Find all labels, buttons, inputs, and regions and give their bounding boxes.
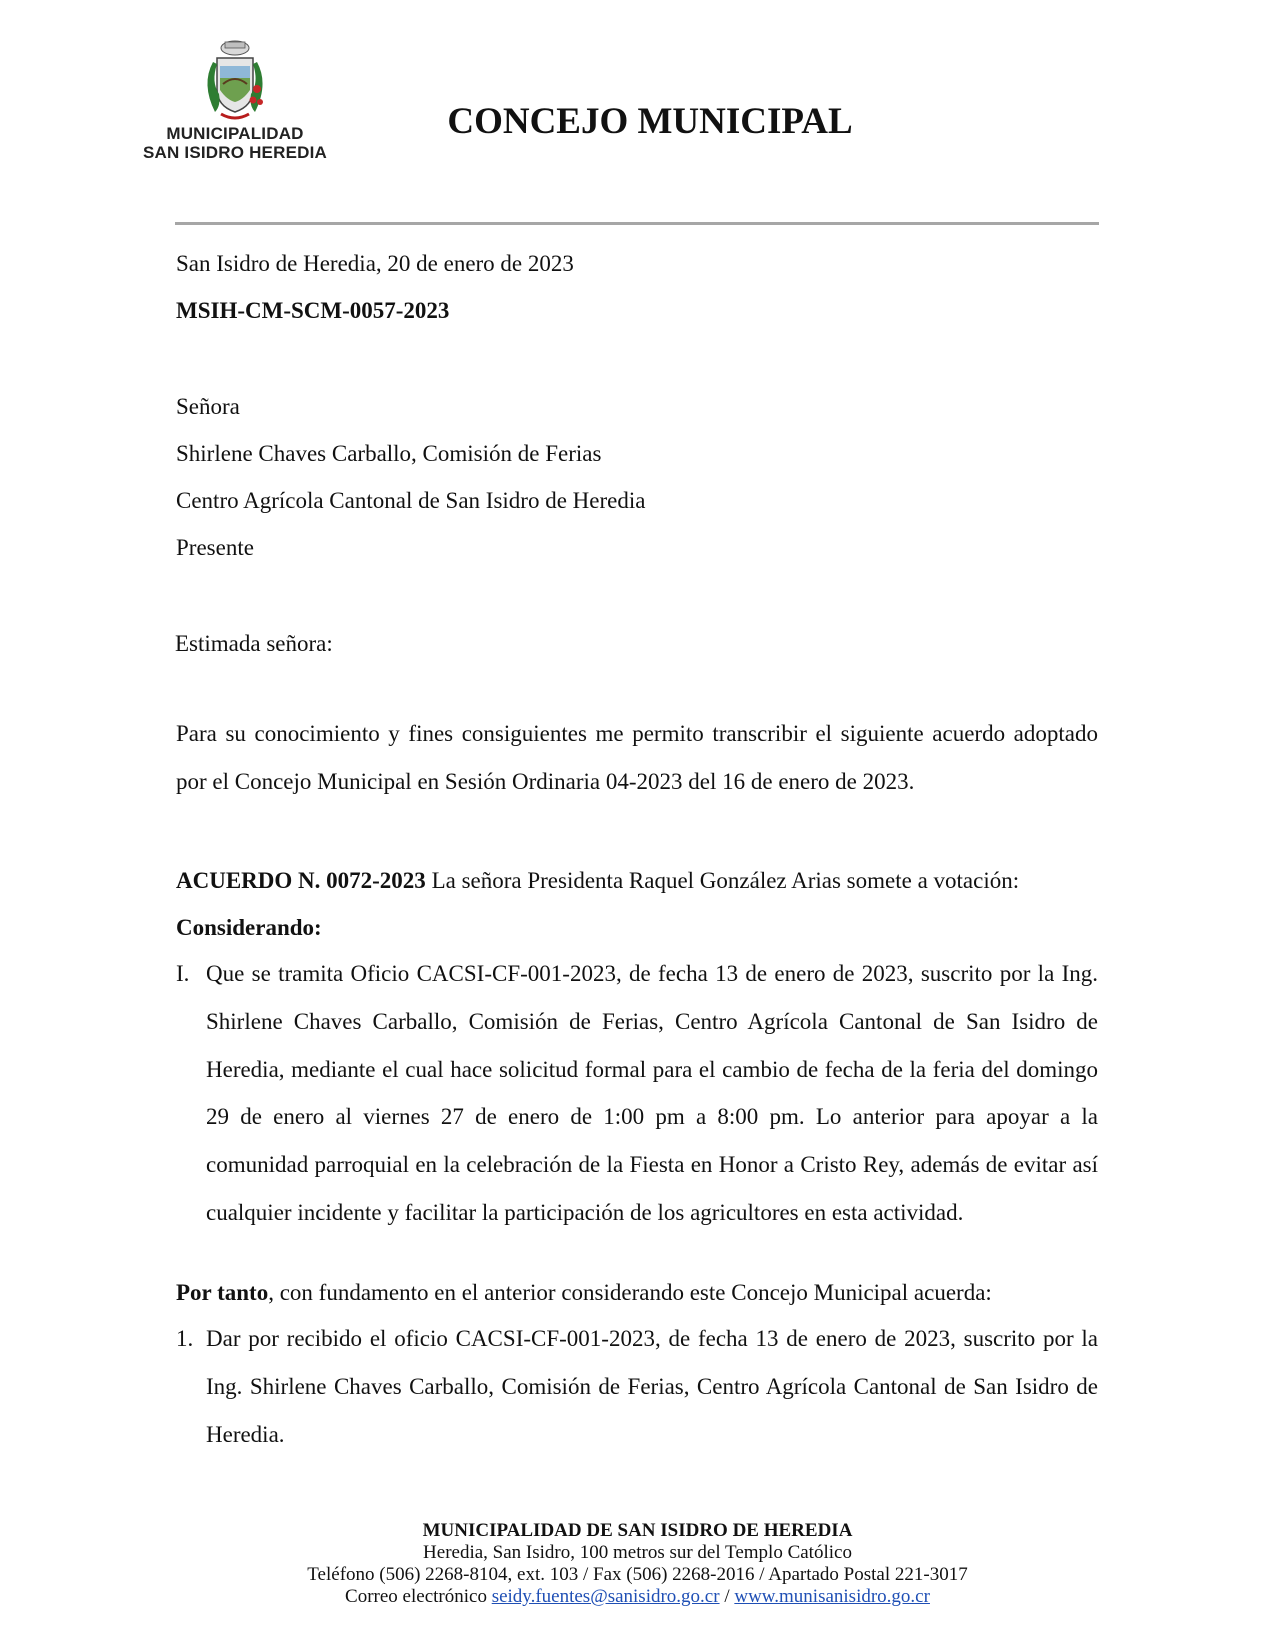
- resolution-item: [176, 1315, 1098, 1458]
- presente: Presente: [176, 535, 254, 560]
- footer-email-label: Correo electrónico: [345, 1586, 492, 1607]
- recipient-organization: Centro Agrícola Cantonal de San Isidro de Heredia: [176, 488, 646, 513]
- greeting: Estimada señora:: [175, 631, 333, 656]
- page-footer: [0, 1520, 1275, 1608]
- header-divider: [175, 222, 1099, 225]
- footer-email-link[interactable]: seidy.fuentes@sanisidro.go.cr: [491, 1586, 720, 1607]
- therefore-line: [176, 1279, 992, 1307]
- logo-line-1: MUNICIPALIDAD: [166, 124, 304, 143]
- resolution-item-number: 1.: [176, 1326, 194, 1351]
- therefore-label: Por tanto: [176, 1280, 269, 1305]
- place-date: San Isidro de Heredia, 20 de enero de 2023: [176, 251, 574, 276]
- municipality-logo: [125, 34, 345, 174]
- reference-number: MSIH-CM-SCM-0057-2023: [176, 298, 450, 323]
- considering-heading: Considerando:: [176, 915, 322, 940]
- footer-phones: Teléfono (506) 2268-8104, ext. 103 / Fax (506) 2268-2016 / Apartado Postal 221-3017: [307, 1564, 968, 1585]
- agreement-line: [176, 867, 1019, 895]
- recipient-name: Shirlene Chaves Carballo, Comisión de Ferias: [176, 441, 602, 466]
- considering-item-text: Que se tramita Oficio CACSI-CF-001-2023, de fecha 13 de enero de 2023, suscrito por la Ing. Shirlene Chaves Carballo, Comisión de Ferias, Centro Agrícola Cantonal de San Isidro de Heredia, mediante el cual hace solicitud formal para el cambio de fecha de la feria del domingo 29 de enero al viernes 27 de enero de 1:00 pm a 8:00 pm. Lo anterior para apoyar a la comunidad parroquial en la celebración de la Fiesta en Honor a Cristo Rey, además de evitar así cualquier incidente y facilitar la participación de los agricultores en esta actividad.: [206, 961, 1098, 1225]
- footer-website-link[interactable]: www.munisanisidro.go.cr: [734, 1586, 930, 1607]
- agreement-label: ACUERDO N. 0072-2023: [176, 868, 426, 893]
- intro-paragraph: Para su conocimiento y fines consiguientes me permito transcribir el siguiente acuerdo adoptado por el Concejo Municipal en Sesión Ordinaria 04-2023 del 16 de enero de 2023.: [176, 721, 1098, 794]
- salutation-title: Señora: [176, 394, 240, 419]
- agreement-text: La señora Presidenta Raquel González Arias somete a votación:: [425, 868, 1020, 893]
- footer-contact: [0, 1586, 1275, 1608]
- page-title: CONCEJO MUNICIPAL: [447, 101, 853, 142]
- therefore-text: , con fundamento en el anterior considerando este Concejo Municipal acuerda:: [268, 1280, 992, 1305]
- footer-address: Heredia, San Isidro, 100 metros sur del Templo Católico: [423, 1542, 852, 1563]
- footer-organization: MUNICIPALIDAD DE SAN ISIDRO DE HEREDIA: [422, 1520, 853, 1541]
- coat-of-arms-icon: [195, 34, 275, 124]
- footer-separator: /: [719, 1586, 735, 1607]
- considering-item: [176, 950, 1098, 1237]
- logo-line-2: SAN ISIDRO HEREDIA: [142, 143, 327, 162]
- considering-item-number: I.: [176, 961, 190, 986]
- resolution-item-text: Dar por recibido el oficio CACSI-CF-001-2023, de fecha 13 de enero de 2023, suscrito por la Ing. Shirlene Chaves Carballo, Comisión de Ferias, Centro Agrícola Cantonal de San Isidro de Heredia.: [206, 1326, 1098, 1447]
